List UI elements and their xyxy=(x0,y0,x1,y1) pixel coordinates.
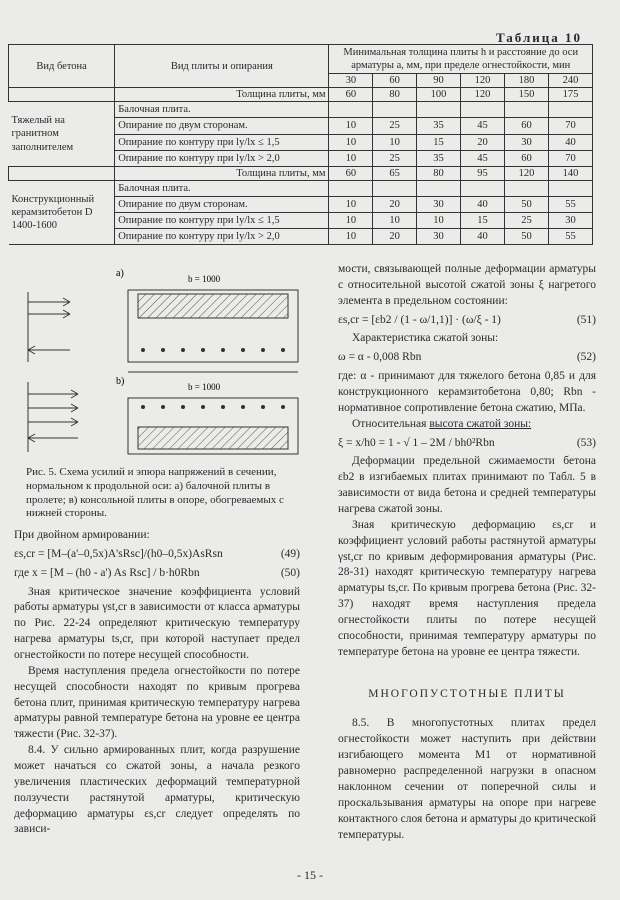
value-cell: 10 xyxy=(329,118,373,134)
value-cell: 30 xyxy=(504,134,548,150)
slab-support-label: Опирание по контуру при lу/lх > 2,0 xyxy=(115,150,329,166)
equation-53-text: ξ = x/h0 = 1 - √ 1 – 2M / bh0²Rbn xyxy=(338,436,495,449)
figure-width-a: b = 1000 xyxy=(188,274,221,284)
equation-52-text: ω = α - 0,008 Rbn xyxy=(338,351,422,364)
value-cell: 25 xyxy=(373,118,417,134)
value-cell: 35 xyxy=(416,118,460,134)
thickness-cell: 80 xyxy=(373,88,417,102)
left-para-2: Зная критическое значение коэффициента условий работы арматуры γst,cr в зависимости от класса арматуры по Рис. 22-24 определяют критическую температуру нагрева арматуры ts,cr, при которой наступает предел огнестойкости по потере несущей способности. xyxy=(14,585,300,662)
right-para-4 xyxy=(338,417,596,433)
value-cell: 30 xyxy=(416,196,460,212)
figure-width-b: b = 1000 xyxy=(188,382,221,392)
value-cell: 20 xyxy=(373,229,417,245)
value-cell: 25 xyxy=(504,213,548,229)
fire-limit-cell: 90 xyxy=(416,74,460,88)
thickness-cell: 60 xyxy=(329,166,373,180)
right-para-4-underlined: высота сжатой зоны: xyxy=(429,417,532,430)
concrete-kind-cell: Тяжелый на гранитном заполнителем xyxy=(9,102,115,167)
value-cell: 10 xyxy=(373,134,417,150)
value-cell: 35 xyxy=(416,150,460,166)
value-cell: 10 xyxy=(373,213,417,229)
value-cell: 25 xyxy=(373,150,417,166)
value-cell: 30 xyxy=(416,229,460,245)
slab-support-label: Балочная плита. xyxy=(115,180,329,196)
value-cell: 10 xyxy=(329,229,373,245)
value-cell: 40 xyxy=(460,229,504,245)
figure-caption: Рис. 5. Схема усилий и эпюра напряжений в сечении, нормальном к продольной оси: а) балочной плиты в пролете; в) консольной плиты в опоре, обогреваемых с нижней стороны. xyxy=(26,466,284,520)
value-cell xyxy=(373,180,417,196)
table-row xyxy=(9,102,593,118)
right-para-3: где: α - принимают для тяжелого бетона 0,85 и для конструкционного керамзитобетона 0,80; Rbn - нормативное сопротивление бетона сжатию, МПа. xyxy=(338,370,596,414)
slab-support-label: Опирание по контуру при lу/lх ≤ 1,5 xyxy=(115,134,329,150)
left-column xyxy=(14,528,300,838)
equation-49-number: (49) xyxy=(280,547,300,560)
header-slab-type: Вид плиты и опирания xyxy=(115,45,329,88)
slab-support-label: Опирание по двум сторонам. xyxy=(115,118,329,134)
right-para-4-plain: Относительная xyxy=(352,417,430,430)
fire-limit-cell: 240 xyxy=(548,74,592,88)
fire-limit-cell: 120 xyxy=(460,74,504,88)
fire-limit-cell: 30 xyxy=(329,74,373,88)
left-para-3: Время наступления предела огнестойкости по потере несущей способности находят по кривым прогрева бетона плит, принимая критическую температуру нагрева арматуры равной температуре бетона на уровне ее центра тяжести (Рис. 32-37). xyxy=(14,664,300,741)
value-cell: 40 xyxy=(548,134,592,150)
value-cell: 45 xyxy=(460,150,504,166)
value-cell xyxy=(504,102,548,118)
value-cell: 20 xyxy=(373,196,417,212)
value-cell xyxy=(504,180,548,196)
concrete-kind-cell: Конструкционный керамзитобетон D 1400-1600 xyxy=(9,180,115,245)
thickness-cell: 175 xyxy=(548,88,592,102)
value-cell xyxy=(329,102,373,118)
slab-support-label: Опирание по контуру при lу/lх ≤ 1,5 xyxy=(115,213,329,229)
value-cell: 20 xyxy=(460,134,504,150)
equation-50-text: где x = [M – (h0 - a') As Rsc] / b·h0Rbn xyxy=(14,566,200,579)
equation-50 xyxy=(14,566,300,582)
value-cell xyxy=(416,180,460,196)
right-para-2: Характеристика сжатой зоны: xyxy=(352,332,499,345)
value-cell: 55 xyxy=(548,196,592,212)
value-cell: 60 xyxy=(504,118,548,134)
equation-51-number: (51) xyxy=(576,313,596,326)
value-cell xyxy=(329,180,373,196)
value-cell: 45 xyxy=(460,118,504,134)
slab-support-label: Опирание по контуру при lу/lх > 2,0 xyxy=(115,229,329,245)
value-cell: 15 xyxy=(416,134,460,150)
blank-cell xyxy=(9,88,115,102)
equation-51 xyxy=(338,313,596,329)
equation-49 xyxy=(14,547,300,563)
figure-label-a: а) xyxy=(116,268,124,279)
value-cell: 40 xyxy=(460,196,504,212)
thickness-cell: 120 xyxy=(504,166,548,180)
section-heading: МНОГОПУСТОТНЫЕ ПЛИТЫ xyxy=(368,687,566,700)
value-cell: 50 xyxy=(504,196,548,212)
thickness-label: Толщина плиты, мм xyxy=(115,88,329,102)
thickness-row xyxy=(9,166,593,180)
left-para-4: 8.4. У сильно армированных плит, когда разрушение может начаться со сжатой зоны, а начала резкого увеличения пластических деформаций температурной ползучести растянутой арматуры, критическую деформацию арматуры εs,cr следует определять по зависи- xyxy=(14,744,300,836)
thickness-cell: 95 xyxy=(460,166,504,180)
thickness-cell: 120 xyxy=(460,88,504,102)
value-cell: 10 xyxy=(329,213,373,229)
thickness-cell: 80 xyxy=(416,166,460,180)
table-caption: Таблица 10 xyxy=(495,30,582,45)
table-row xyxy=(9,180,593,196)
value-cell xyxy=(460,102,504,118)
slab-support-label: Опирание по двум сторонам. xyxy=(115,196,329,212)
equation-52-number: (52) xyxy=(576,351,596,364)
value-cell xyxy=(416,102,460,118)
page-number: - 15 - xyxy=(297,868,323,882)
right-para-1: мости, связывающей полные деформации арматуры с относительной высотой сжатой зоны ξ нагретого элемента в предельном состоянии: xyxy=(338,263,596,307)
right-column xyxy=(338,262,596,843)
equation-52 xyxy=(338,350,596,366)
fire-limit-cell: 60 xyxy=(373,74,417,88)
equation-53-number: (53) xyxy=(576,436,596,449)
value-cell: 70 xyxy=(548,118,592,134)
equation-53 xyxy=(338,436,596,452)
value-cell xyxy=(460,180,504,196)
value-cell xyxy=(548,180,592,196)
thickness-cell: 100 xyxy=(416,88,460,102)
value-cell: 10 xyxy=(416,213,460,229)
right-para-5: Деформации предельной сжимаемости бетона εb2 в изгибаемых плитах принимают по Табл. 5 в зависимости от вида бетона и средней температуры нагрева сжатой зоны. xyxy=(338,455,596,516)
value-cell xyxy=(548,102,592,118)
table-10 xyxy=(8,44,593,245)
value-cell: 50 xyxy=(504,229,548,245)
thickness-cell: 150 xyxy=(504,88,548,102)
value-cell: 70 xyxy=(548,150,592,166)
figure-label-b: b) xyxy=(116,376,125,387)
blank-cell xyxy=(9,166,115,180)
left-para-1: При двойном армировании: xyxy=(14,529,150,541)
right-para-7: 8.5. В многопустотных плитах предел огнестойкости может наступить при действии изгибающего момента M1 от нормативной равномерно распределенной нагрузки в опасном наклонном сечении от поперечной силы и проскальзывания арматуры на опоре при нагреве контактного слоя бетона и арматуры до критической температуры. xyxy=(338,717,596,841)
value-cell xyxy=(373,102,417,118)
thickness-cell: 65 xyxy=(373,166,417,180)
value-cell: 10 xyxy=(329,134,373,150)
slab-support-label: Балочная плита. xyxy=(115,102,329,118)
value-cell: 15 xyxy=(460,213,504,229)
thickness-cell: 140 xyxy=(548,166,592,180)
value-cell: 10 xyxy=(329,196,373,212)
header-min-thickness: Минимальная толщина плиты h и расстояние до оси арматуры а, мм, при пределе огнестойкости, мин xyxy=(329,45,593,74)
equation-51-text: εs,cr = [εb2 / (1 - ω/1,1)] · (ω/ξ - 1) xyxy=(338,313,501,326)
figure-5 xyxy=(8,262,328,467)
thickness-row xyxy=(9,88,593,102)
value-cell: 10 xyxy=(329,150,373,166)
equation-49-text: εs,cr = [M–(a'–0,5x)A'sRsc]/(h0–0,5x)AsRsn xyxy=(14,547,223,560)
thickness-cell: 60 xyxy=(329,88,373,102)
header-concrete-type: Вид бетона xyxy=(9,45,115,88)
equation-50-number: (50) xyxy=(280,566,300,579)
right-para-6: Зная критическую деформацию εs,cr и коэффициент условий работы растянутой арматуры γst,cr по кривым деформирования арматуры (Рис. 28-31) находят критическую температуру нагрева арматуры ts,cr. По кривым прогрева бетона (Рис. 32-37) находят время наступления предела огнестойкости плиты по потере несущей способности, принимая температуру арматуры по температуре бетона на уровне ее центра тяжести. xyxy=(338,518,596,658)
value-cell: 60 xyxy=(504,150,548,166)
value-cell: 30 xyxy=(548,213,592,229)
fire-limit-cell: 180 xyxy=(504,74,548,88)
thickness-label: Толщина плиты, мм xyxy=(115,166,329,180)
value-cell: 55 xyxy=(548,229,592,245)
